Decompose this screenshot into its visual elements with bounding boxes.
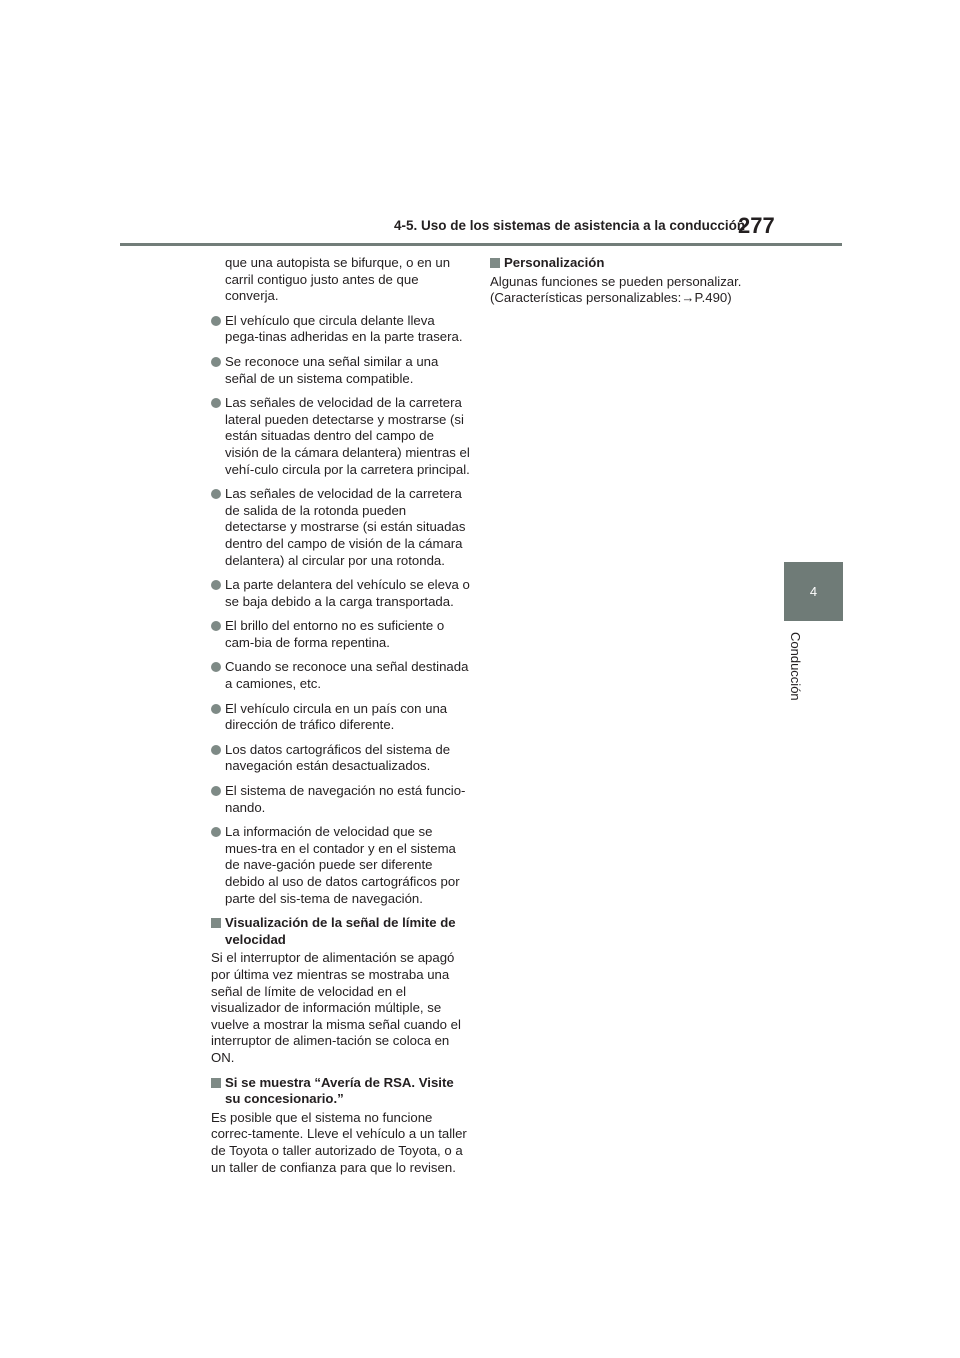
chapter-number: 4 bbox=[809, 584, 818, 599]
list-item: Cuando se reconoce una señal destinada a camiones, etc. bbox=[211, 659, 471, 692]
chapter-label: Conducción bbox=[788, 632, 803, 701]
section-title: 4-5. Uso de los sistemas de asistencia a la conducción bbox=[394, 218, 746, 233]
list-item: La parte delantera del vehículo se eleva o se baja debido a la carga transportada. bbox=[211, 577, 471, 610]
section-heading: Visualización de la señal de límite de velocidad bbox=[211, 915, 471, 948]
list-item: El vehículo que circula delante lleva pega-tinas adheridas en la parte trasera. bbox=[211, 313, 471, 346]
chapter-tab bbox=[784, 562, 843, 621]
list-item: El brillo del entorno no es suficiente o cam-bia de forma repentina. bbox=[211, 618, 471, 651]
bullet-icon bbox=[211, 316, 221, 326]
left-column bbox=[211, 255, 471, 1184]
bullet-icon bbox=[211, 662, 221, 672]
bullet-icon bbox=[211, 357, 221, 367]
bullet-icon bbox=[211, 580, 221, 590]
square-bullet-icon bbox=[211, 918, 221, 928]
list-item: Las señales de velocidad de la carretera de salida de la rotonda pueden detectarse y mostrarse (si están situadas dentro del campo de visión de la cámara delantera) al circular por una rotonda. bbox=[211, 486, 471, 569]
square-bullet-icon bbox=[490, 258, 500, 268]
list-item: La información de velocidad que se mues-tra en el contador y en el sistema de nave-gación puede ser diferente debido al uso de datos cartográficos por parte del sis-tema de navegación. bbox=[211, 824, 471, 907]
list-item: El sistema de navegación no está funcio-nando. bbox=[211, 783, 471, 816]
section-body: Algunas funciones se pueden personalizar. (Características personalizables:→P.490) bbox=[490, 273, 742, 306]
header-divider bbox=[120, 243, 842, 246]
bullet-icon bbox=[211, 745, 221, 755]
bullet-icon bbox=[211, 827, 221, 837]
bullet-icon bbox=[211, 621, 221, 631]
bullet-icon bbox=[211, 398, 221, 408]
section-heading: Personalización bbox=[490, 255, 752, 272]
list-item: Se reconoce una señal similar a una señal de un sistema compatible. bbox=[211, 354, 471, 387]
section-body: Es posible que el sistema no funcione correc-tamente. Lleve el vehículo a un taller de Toyota o taller autorizado de Toyota, o a un taller de confianza para que lo revisen. bbox=[211, 1109, 467, 1175]
section-heading: Si se muestra “Avería de RSA. Visite su concesionario.” bbox=[211, 1075, 471, 1108]
page-number: 277 bbox=[738, 213, 775, 238]
square-bullet-icon bbox=[211, 1078, 221, 1088]
bullet-icon bbox=[211, 786, 221, 796]
bullet-icon bbox=[211, 704, 221, 714]
section-body: Si el interruptor de alimentación se apagó por última vez mientras se mostraba una señal de límite de velocidad en el visualizador de información múltiple, se vuelve a mostrar la misma señal cuando el interruptor de alimen-tación se coloca en ON. bbox=[211, 950, 461, 1065]
right-column bbox=[490, 255, 752, 315]
bullet-icon bbox=[211, 489, 221, 499]
list-item: Las señales de velocidad de la carretera lateral pueden detectarse y mostrarse (si están situadas dentro del campo de visión de la cámara delantera) mientras el vehí-culo circula por la carretera principal. bbox=[211, 395, 471, 478]
continued-text: que una autopista se bifurque, o en un carril contiguo justo antes de que converja. bbox=[225, 255, 451, 304]
list-item: El vehículo circula en un país con una dirección de tráfico diferente. bbox=[211, 701, 471, 734]
list-item: Los datos cartográficos del sistema de navegación están desactualizados. bbox=[211, 742, 471, 775]
